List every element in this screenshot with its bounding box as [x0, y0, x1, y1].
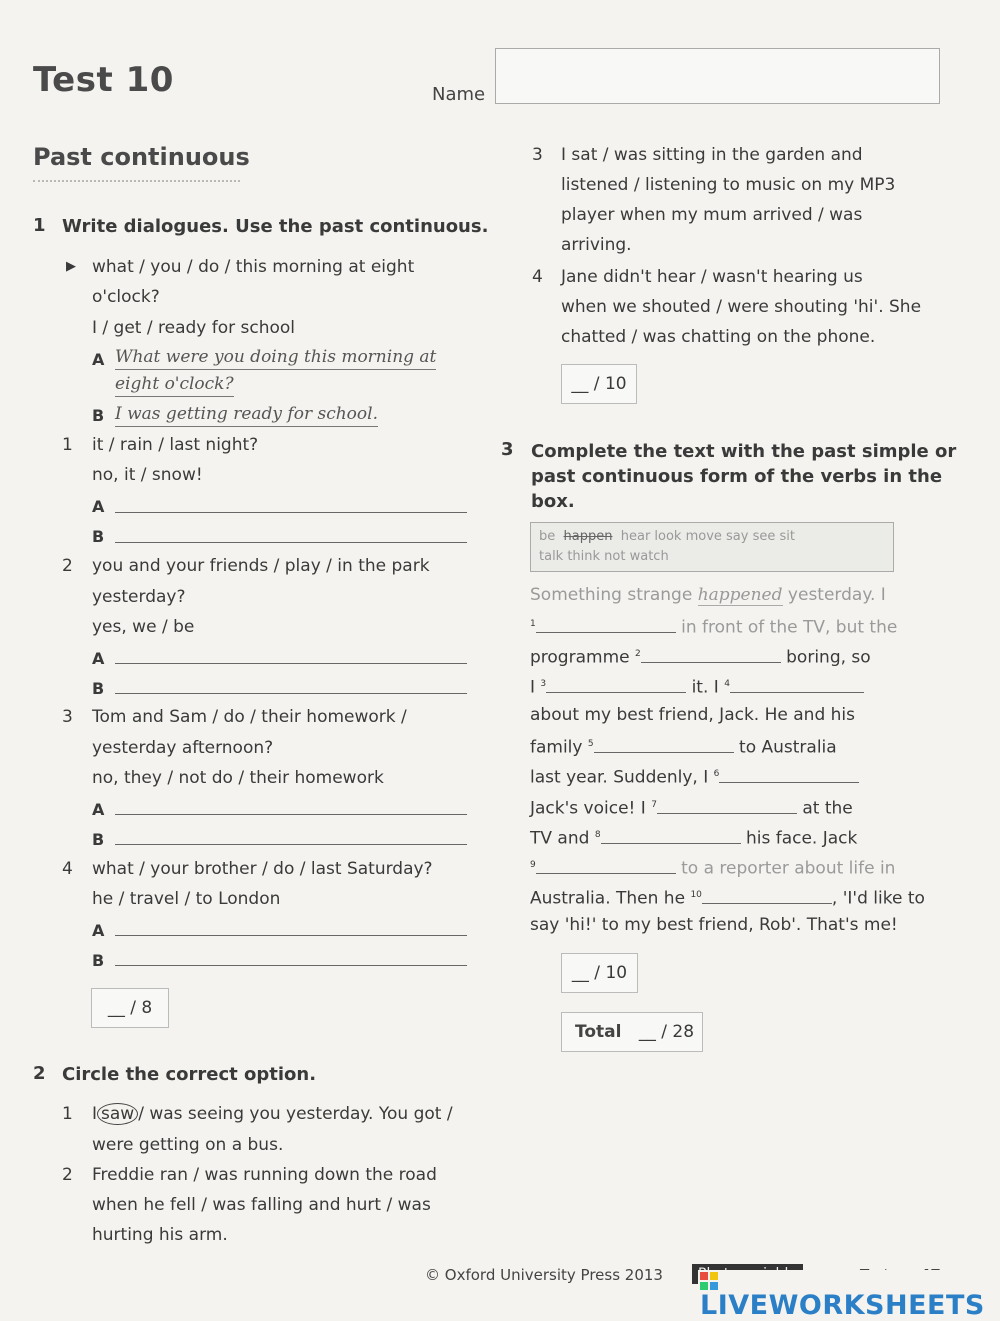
text-line-11: Australia. Then he $^{10}$ , 'I'd like to: [530, 880, 925, 914]
text-line-2: $^1$ in front of the TV, but the: [530, 609, 897, 643]
brand-text: LIVEWORKSHEETS: [700, 1289, 985, 1321]
ex2-item4-line2: when we shouted / were shouting 'hi'. She: [561, 297, 922, 317]
example-answer-a1: What were you doing this morning at: [115, 345, 436, 370]
ex1-item-number: 3: [62, 707, 73, 727]
ex1-item-number: 2: [62, 556, 73, 576]
ex1-item-question: what / your brother / do / last Saturday?: [92, 859, 433, 879]
ex1-number: 1: [33, 215, 46, 236]
page-title: Test 10: [33, 60, 174, 100]
name-input[interactable]: [495, 48, 940, 104]
ex3-instruction-line3: box.: [531, 491, 575, 512]
answer-line-1a[interactable]: [115, 512, 467, 513]
ex2-instruction: Circle the correct option.: [62, 1064, 317, 1085]
section-heading: Past continuous: [33, 143, 250, 171]
verb-box: be happen hear look move say see sit talk think not watch: [530, 522, 894, 572]
ex1-example-q2: o'clock?: [92, 287, 160, 307]
ex2-item2-line2: when he fell / was falling and hurt / was: [92, 1195, 431, 1215]
liveworksheets-logo: [698, 1270, 1000, 1321]
ex1-example-prompt: I / get / ready for school: [92, 318, 296, 338]
total-label: Total: [575, 1022, 622, 1042]
answer-label-b: B: [92, 679, 105, 698]
ex1-item-question-cont: yesterday?: [92, 587, 186, 607]
text-line-9: TV and $^8$ his face. Jack: [530, 820, 857, 854]
ex1-item-question-cont: yesterday afternoon?: [92, 738, 274, 758]
answer-line-4a[interactable]: [115, 935, 467, 936]
ex1-score-box[interactable]: __ / 8: [91, 988, 169, 1028]
blank-5[interactable]: [594, 734, 734, 753]
name-label: Name: [432, 84, 486, 105]
ex1-example-q1: what / you / do / this morning at eight: [92, 257, 415, 277]
ex2-item3-line1: I sat / was sitting in the garden and: [561, 145, 863, 165]
example-verb: happen: [563, 529, 613, 544]
ex1-instruction: Write dialogues. Use the past continuous.: [62, 216, 489, 237]
ex2-item3-line3: player when my mum arrived / was: [561, 205, 863, 225]
example-answer-b: I was getting ready for school.: [115, 402, 378, 427]
ex2-item-number: 2: [62, 1165, 73, 1185]
answer-label-b: B: [92, 951, 105, 970]
ex1-item-prompt: yes, we / be: [92, 617, 195, 637]
answer-label-a: A: [92, 497, 105, 516]
blank-3[interactable]: [546, 674, 686, 693]
answer-line-3a[interactable]: [115, 814, 467, 815]
answer-label-b: B: [92, 527, 105, 546]
answer-line-2b[interactable]: [115, 693, 467, 694]
total-score-box[interactable]: [561, 1012, 703, 1052]
ex2-item4-line3: chatted / was chatting on the phone.: [561, 327, 876, 347]
answer-line-4b[interactable]: [115, 965, 467, 966]
ex2-number: 2: [33, 1063, 46, 1084]
ex3-number: 3: [501, 439, 514, 460]
text-line-1: Something strange happened yesterday. I: [530, 585, 886, 605]
text-line-6: family $^5$ to Australia: [530, 729, 837, 763]
blank-6[interactable]: [719, 764, 859, 783]
text-line-8: Jack's voice! I $^7$ at the: [530, 790, 853, 824]
answer-line-2a[interactable]: [115, 663, 467, 664]
ex2-item-number: 3: [532, 145, 543, 165]
ex2-item1-line2: were getting on a bus.: [92, 1135, 284, 1155]
blank-2[interactable]: [641, 644, 781, 663]
ex2-item4-line1: Jane didn't hear / wasn't hearing us: [561, 267, 863, 287]
copyright: © Oxford University Press 2013: [425, 1266, 663, 1284]
ex3-instruction-line2: past continuous form of the verbs in the: [531, 466, 943, 487]
blank-7[interactable]: [657, 795, 797, 814]
blank-8[interactable]: [601, 825, 741, 844]
blank-9[interactable]: [536, 855, 676, 874]
ex2-item3-line2: listened / listening to music on my MP3: [561, 175, 896, 195]
ex1-item-question: you and your friends / play / in the park: [92, 556, 430, 576]
text-line-7: last year. Suddenly, I $^6$: [530, 759, 859, 793]
ex2-item1-line1: I saw / was seeing you yesterday. You got /: [92, 1104, 453, 1124]
text-line-10: $^9$ to a reporter about life in: [530, 850, 895, 884]
text-line-12: say 'hi!' to my best friend, Rob'. That's me!: [530, 915, 898, 935]
total-score: __ / 28: [638, 1022, 695, 1042]
ex3-instruction-line1: Complete the text with the past simple or: [531, 441, 957, 462]
answer-line-3b[interactable]: [115, 844, 467, 845]
answer-line-1b[interactable]: [115, 542, 467, 543]
example-label-b: B: [92, 406, 105, 425]
blank-10[interactable]: [702, 885, 832, 904]
ex2-item-number: 4: [532, 267, 543, 287]
text-line-4: I $^3$ it. I $^4$: [530, 669, 864, 703]
blank-1[interactable]: [536, 614, 676, 633]
ex3-score-box[interactable]: __ / 10: [561, 953, 638, 993]
example-answer-a2: eight o'clock?: [115, 372, 234, 397]
ex1-item-prompt: no, it / snow!: [92, 465, 203, 485]
example-marker-icon: ▶: [66, 259, 76, 274]
blank-4[interactable]: [730, 674, 864, 693]
answer-label-a: A: [92, 800, 105, 819]
circled-option[interactable]: saw: [97, 1103, 138, 1125]
answer-label-a: A: [92, 921, 105, 940]
ex1-item-number: 1: [62, 435, 73, 455]
ex2-item-number: 1: [62, 1104, 73, 1124]
answer-label-a: A: [92, 649, 105, 668]
ex1-item-prompt: he / travel / to London: [92, 889, 281, 909]
liveworksheets-icon: [700, 1272, 718, 1290]
ex1-item-question: Tom and Sam / do / their homework /: [92, 707, 407, 727]
ex1-item-number: 4: [62, 859, 73, 879]
ex2-item3-line4: arriving.: [561, 235, 632, 255]
example-answer: happened: [697, 585, 783, 605]
text-line-5: about my best friend, Jack. He and his: [530, 705, 856, 725]
heading-underline: [33, 180, 240, 182]
text-line-3: programme $^2$ boring, so: [530, 639, 871, 673]
ex2-item2-line3: hurting his arm.: [92, 1225, 228, 1245]
ex1-item-prompt: no, they / not do / their homework: [92, 768, 384, 788]
ex2-item2-line1: Freddie ran / was running down the road: [92, 1165, 437, 1185]
ex1-item-question: it / rain / last night?: [92, 435, 259, 455]
answer-label-b: B: [92, 830, 105, 849]
ex2-score-box[interactable]: __ / 10: [561, 364, 637, 404]
example-label-a: A: [92, 350, 105, 369]
